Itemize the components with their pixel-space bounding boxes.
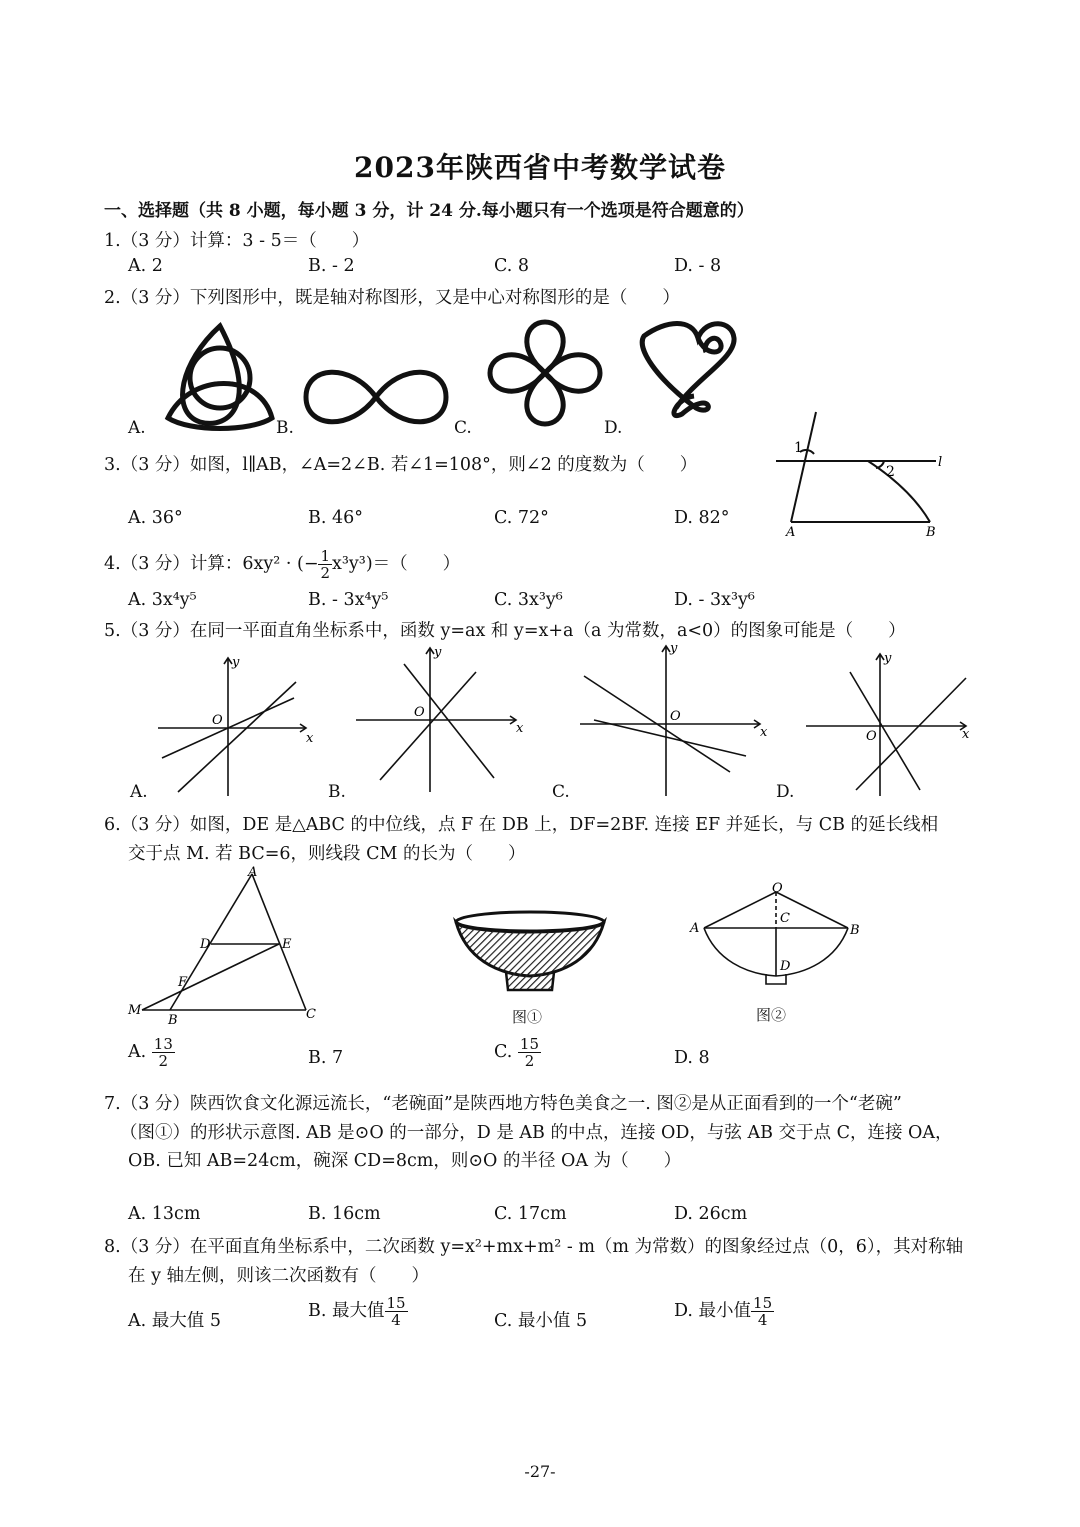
- page-number: -27-: [524, 1462, 556, 1481]
- q6-option-c-fraction: [518, 1036, 541, 1069]
- q5c-x: x: [760, 725, 768, 740]
- q6-option-b[interactable]: B. 7: [308, 1048, 344, 1068]
- q8b-den: 4: [391, 1311, 401, 1329]
- q8-option-b[interactable]: [308, 1295, 408, 1328]
- q2-option-c[interactable]: C.: [454, 418, 472, 438]
- q8-stem-line2: 在 y 轴左侧，则该二次函数有（ ）: [128, 1266, 430, 1286]
- q8-option-d-label: D. 最小值: [674, 1301, 752, 1321]
- q6-option-c-label: C.: [494, 1042, 513, 1062]
- q3-fig-label-b: B: [926, 525, 936, 540]
- q2-stem: 2.（3 分）下列图形中，既是轴对称图形，又是中心对称图形的是（ ）: [104, 288, 680, 308]
- page-title: 2023年陕西省中考数学试卷: [354, 151, 726, 184]
- q6-stem-line1: 6.（3 分）如图，DE 是△ABC 的中位线，点 F 在 DB 上，DF=2BF. 连接 EF 并延长，与 CB 的延长线相: [104, 815, 939, 835]
- q1-option-a[interactable]: A. 2: [128, 256, 163, 276]
- q8d-num: 15: [753, 1294, 773, 1312]
- q3-fig-label-1: 1: [794, 440, 803, 456]
- q4-frac-num: 1: [320, 547, 331, 565]
- q2-option-a[interactable]: A.: [128, 418, 146, 438]
- q5-option-c[interactable]: C.: [552, 782, 570, 802]
- q5d-x: x: [962, 727, 970, 742]
- q5-option-a[interactable]: A.: [130, 782, 148, 802]
- bowl-figure-1-caption: 图①: [512, 1008, 543, 1026]
- q5-option-b[interactable]: B.: [328, 782, 346, 802]
- q7-stem-line2: （图①）的形状示意图. AB 是⊙O 的一部分，D 是 AB 的中点，连接 OD，与弦 AB 交于点 C，连接 OA，: [120, 1123, 953, 1143]
- q4-option-b[interactable]: B. - 3x⁴y⁵: [308, 590, 389, 610]
- section-heading: 一、选择题（共 8 小题，每小题 3 分，计 24 分.每小题只有一个选项是符合题意的）: [104, 201, 754, 221]
- bowl2-c: C: [780, 911, 790, 926]
- q5-graph-c: [580, 640, 770, 796]
- q2-figure-four-petal: [486, 318, 604, 428]
- q1-option-c[interactable]: C. 8: [494, 256, 530, 276]
- q3-figure: [776, 410, 956, 540]
- q6a-num: 13: [153, 1035, 173, 1053]
- q7-stem-line1: 7.（3 分）陕西饮食文化源远流长，“老碗面”是陕西地方特色美食之一. 图②是从正面看到的一个“老碗”: [104, 1094, 902, 1114]
- q6-fig-f: F: [178, 975, 188, 990]
- q7-option-c[interactable]: C. 17cm: [494, 1204, 567, 1224]
- q4-stem-post: x³y³)＝（ ）: [332, 554, 461, 574]
- q7-option-d[interactable]: D. 26cm: [674, 1204, 748, 1224]
- q8b-num: 15: [386, 1294, 406, 1312]
- q2-figure-heart-knot: [636, 318, 742, 422]
- q5-graph-a: [158, 652, 318, 796]
- bowl-figure-2: [686, 880, 866, 986]
- q5-stem: 5.（3 分）在同一平面直角坐标系中，函数 y=ax 和 y=x+a（a 为常数，a<0）的图象可能是（ ）: [104, 621, 906, 641]
- q6-fig-e: E: [282, 937, 292, 952]
- q5b-x: x: [516, 721, 524, 736]
- q6-fig-m: M: [128, 1003, 142, 1018]
- q4-option-c[interactable]: C. 3x³y⁶: [494, 590, 563, 610]
- bowl-figure-2-caption: 图②: [756, 1006, 787, 1024]
- q5-option-d[interactable]: D.: [776, 782, 795, 802]
- q8-option-d[interactable]: [674, 1295, 774, 1328]
- q4-frac-den: 2: [320, 564, 331, 582]
- q8-option-d-fraction: [751, 1295, 774, 1328]
- q1-option-b[interactable]: B. - 2: [308, 256, 355, 276]
- q5b-origin: O: [414, 705, 425, 720]
- bowl2-a: A: [690, 921, 700, 936]
- q6-option-a[interactable]: [128, 1036, 175, 1069]
- q3-option-b[interactable]: B. 46°: [308, 508, 364, 528]
- q5d-origin: O: [866, 729, 877, 744]
- q6-fig-d: D: [200, 937, 211, 952]
- q3-fig-label-l: l: [938, 455, 943, 470]
- q6-figure: [124, 864, 324, 1028]
- q3-fig-label-2: 2: [886, 464, 895, 480]
- q7-stem-line3: OB. 已知 AB=24cm，碗深 CD=8cm，则⊙O 的半径 OA 为（ ）: [128, 1151, 682, 1171]
- q3-option-d[interactable]: D. 82°: [674, 508, 730, 528]
- q6c-den: 2: [524, 1052, 535, 1070]
- q5c-origin: O: [670, 709, 681, 724]
- q4-option-a[interactable]: A. 3x⁴y⁵: [128, 590, 197, 610]
- q8-option-c[interactable]: C. 最小值 5: [494, 1311, 588, 1331]
- q6-option-a-label: A.: [128, 1042, 147, 1062]
- q6-fig-b: B: [168, 1013, 178, 1028]
- q2-figure-infinity: [300, 362, 452, 432]
- q5a-x: x: [306, 731, 314, 746]
- q4-stem-pre: 4.（3 分）计算：6xy² · (−: [104, 554, 319, 574]
- q7-option-a[interactable]: A. 13cm: [128, 1204, 201, 1224]
- q5c-y: y: [670, 641, 678, 656]
- bowl2-d: D: [780, 959, 791, 974]
- q6c-num: 15: [519, 1035, 540, 1053]
- q5-graph-d: [806, 648, 976, 796]
- q5b-y: y: [434, 645, 442, 660]
- q2-option-b[interactable]: B.: [276, 418, 294, 438]
- q6a-den: 2: [158, 1052, 169, 1070]
- q5-graph-b: [356, 642, 526, 792]
- q3-stem: 3.（3 分）如图，l∥AB，∠A=2∠B. 若∠1=108°，则∠2 的度数为（ ）: [104, 455, 698, 475]
- q6-option-d[interactable]: D. 8: [674, 1048, 710, 1068]
- q2-option-d[interactable]: D.: [604, 418, 623, 438]
- q6-option-a-fraction: [152, 1036, 175, 1069]
- bowl2-b: B: [850, 923, 860, 938]
- q8-option-b-fraction: [385, 1295, 408, 1328]
- bowl2-o: O: [772, 881, 783, 896]
- q6-fig-a: A: [248, 865, 258, 880]
- q6-stem-line2: 交于点 M. 若 BC=6，则线段 CM 的长为（ ）: [128, 844, 526, 864]
- q4-fraction: [318, 548, 332, 581]
- q5a-origin: O: [212, 713, 223, 728]
- q3-fig-label-a: A: [786, 525, 796, 540]
- q2-figure-trefoil: [160, 322, 280, 430]
- q6-fig-c: C: [306, 1007, 316, 1022]
- q1-stem: 1.（3 分）计算：3 - 5＝（ ）: [104, 231, 370, 251]
- q5d-y: y: [884, 651, 892, 666]
- q3-option-a[interactable]: A. 36°: [128, 508, 183, 528]
- q7-option-b[interactable]: B. 16cm: [308, 1204, 381, 1224]
- q5a-y: y: [232, 655, 240, 670]
- q8d-den: 4: [757, 1311, 768, 1329]
- q6-option-c[interactable]: [494, 1036, 541, 1069]
- q4-option-d[interactable]: D. - 3x³y⁶: [674, 590, 755, 610]
- q8-option-b-label: B. 最大值: [308, 1301, 385, 1321]
- bowl-figure-1: [452, 908, 608, 998]
- q3-option-c[interactable]: C. 72°: [494, 508, 549, 528]
- q8-option-a[interactable]: A. 最大值 5: [128, 1311, 221, 1331]
- q8-stem-line1: 8.（3 分）在平面直角坐标系中，二次函数 y=x²+mx+m² - m（m 为常数）的图象经过点（0，6），其对称轴: [104, 1237, 964, 1257]
- q1-option-d[interactable]: D. - 8: [674, 256, 722, 276]
- q4-stem: [104, 548, 460, 581]
